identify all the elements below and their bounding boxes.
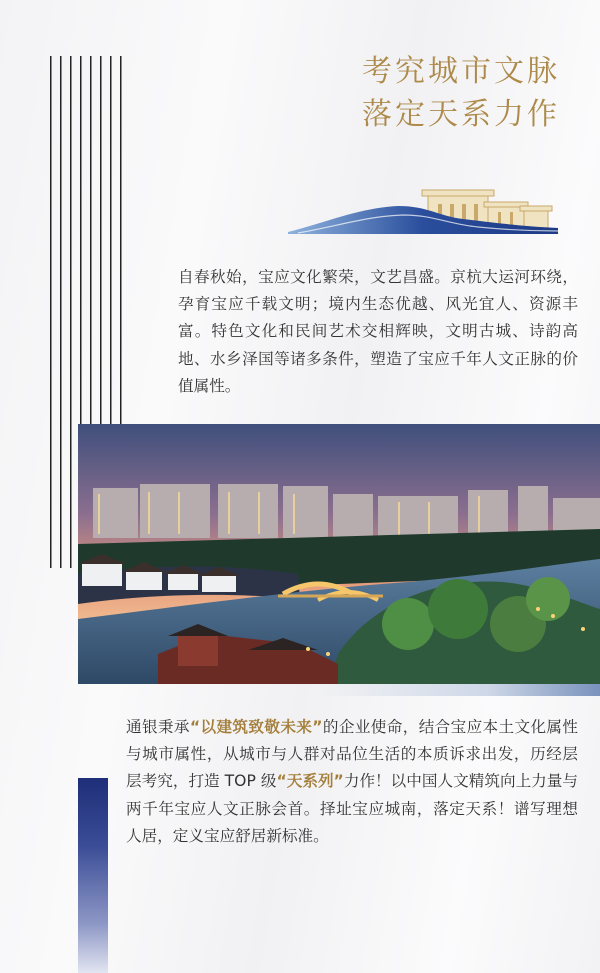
mission-text-1: 通银秉承 [126,718,190,736]
title-line-1: 考究城市文脉 [362,54,560,89]
decorative-blue-bar [78,778,108,973]
canal-city-night-photo [78,424,600,684]
mission-slogan: “以建筑致敬未来” [189,718,323,736]
mission-paragraph [126,714,578,850]
series-name: “天系列” [276,772,344,791]
mission-text-3: 力作！以中国人文精筑向上力量与两千年宝应人文正脉会首。择址宝应城南，落定天系！谱写理想人居，定义宝应舒居新标准。 [126,772,578,845]
mission-text-2: 的企业使命，结合宝应本土文化属性与城市属性，从城市与人群对品位生活的本质诉求出发，历经层层考究，打造 TOP 级 [126,718,578,791]
title-line-2: 落定天系力作 [362,97,560,132]
decorative-blue-strip [320,684,600,696]
intro-paragraph: 自春秋始，宝应文化繁荣，文艺昌盛。京杭大运河环绕，孕育宝应千载文明；境内生态优越、风光宜人、资源丰富。特色文化和民间艺术交相辉映，文明古城、诗韵高地、水乡泽国等诸多条件，塑造了宝应千年人文正脉的价值属性。 [178,268,578,395]
page-title [260,50,560,136]
city-gate-landmark-icon [288,186,558,234]
